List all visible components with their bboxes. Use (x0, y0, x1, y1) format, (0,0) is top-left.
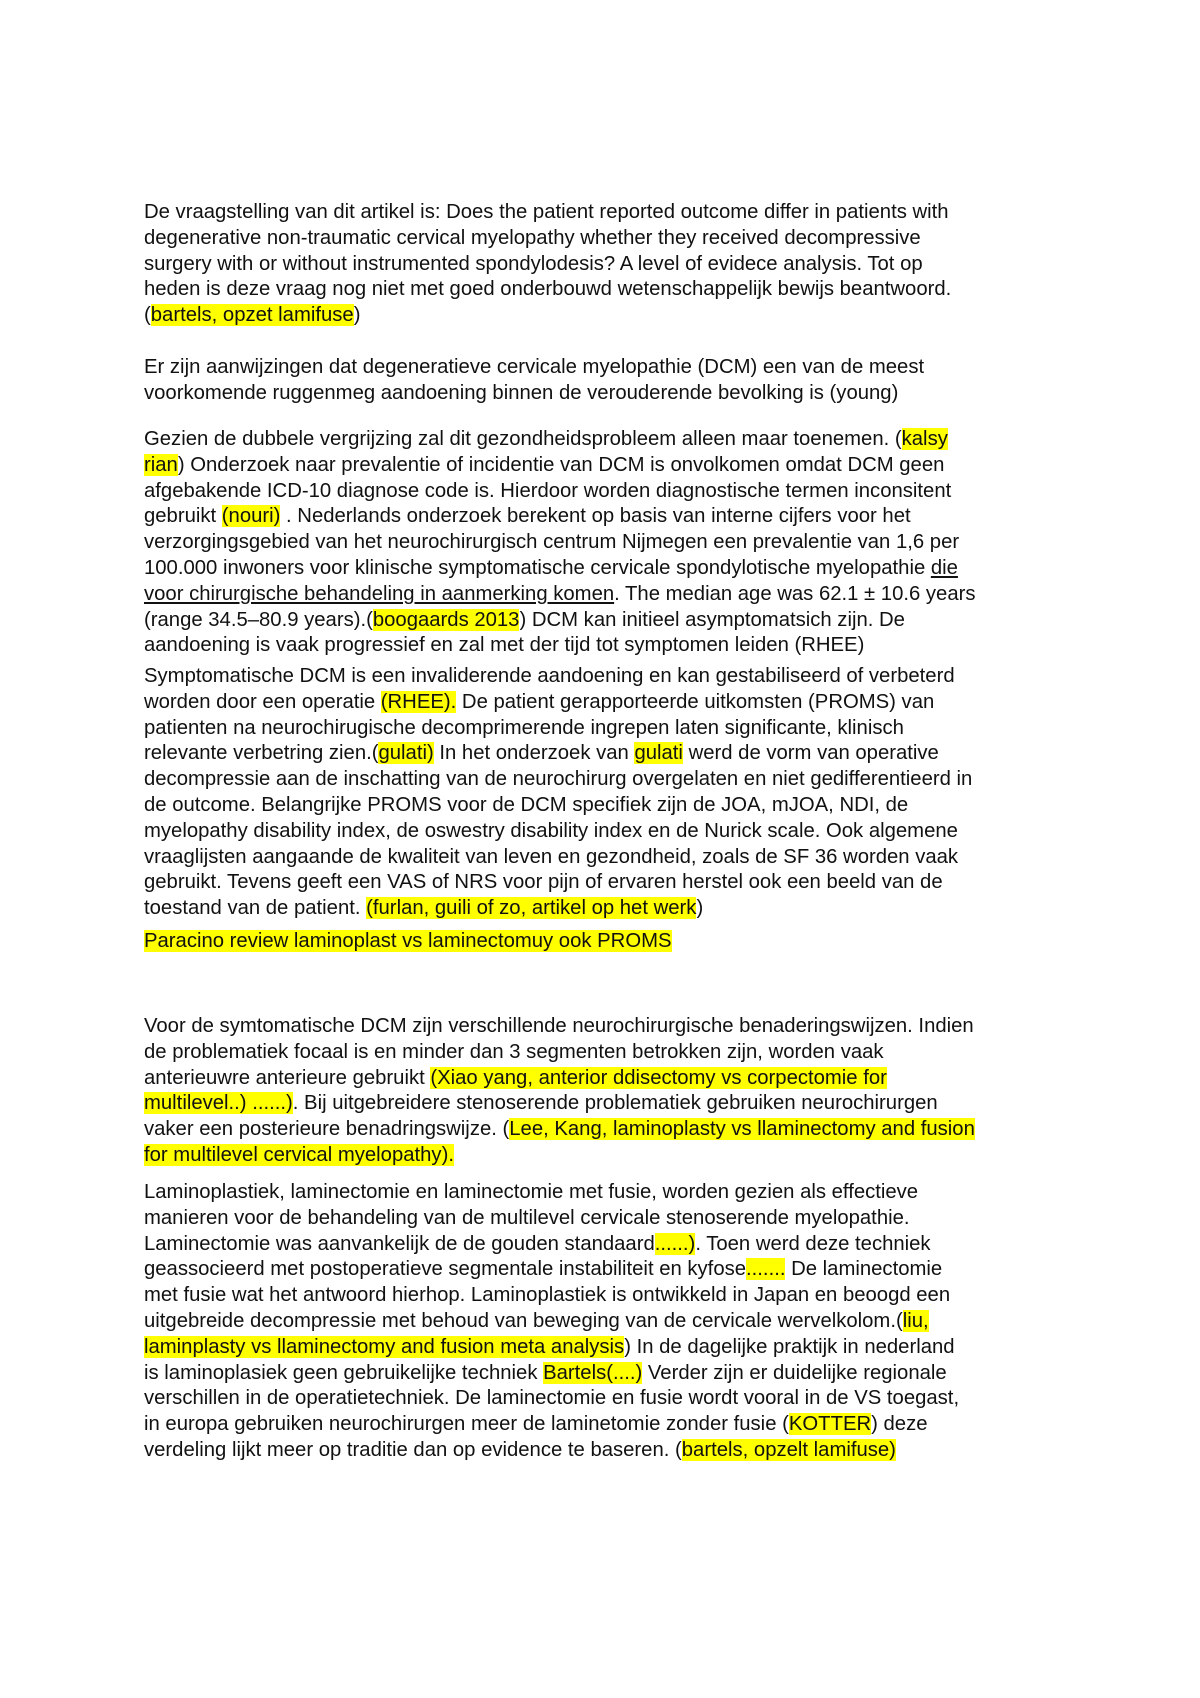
text-line (144, 479, 976, 505)
text-run: de outcome. Belangrijke PROMS voor de DCM specifiek zijn de JOA, mJOA, NDI, de (144, 793, 909, 816)
text-run: vraaglijsten aangaande de kwaliteit van leven en gezondheid, zoals de SF 36 worden vaak (144, 845, 959, 868)
text-run: decompressie aan de inschatting van de neurochirurg overgelaten en niet gedifferentieerd in (144, 768, 973, 791)
text-run: myelopathy disability index, de oswestry disability index en de Nurick scale. Ook algemene (144, 819, 958, 842)
text-run: geassocieerd met postoperatieve segmentale instabiliteit en kyfose (144, 1258, 747, 1281)
text-line (144, 870, 972, 896)
highlighted-citation: boogaards 2013 (372, 608, 520, 631)
text-line (144, 1412, 959, 1438)
text-run: manieren voor de behandeling van de multilevel cervicale stenoserende myelopathie. (144, 1206, 910, 1229)
highlighted-citation: Lee, Kang, laminoplasty vs llaminectomy and fusion (509, 1118, 975, 1141)
text-run: surgery with or without instrumented spondylodesis? A level of evidece analysis. Tot op (144, 252, 923, 275)
paragraph-paracino-note (144, 929, 672, 955)
text-run: toestand van de patient. (144, 897, 367, 920)
text-run: De patient gerapporteerde uitkomsten (PROMS) van (456, 690, 935, 713)
text-line (144, 741, 972, 767)
highlighted-citation: gulati) (378, 742, 434, 765)
highlighted-citation: laminplasty vs llaminectomy and fusion meta analysis (144, 1335, 625, 1358)
text-run: De vraagstelling van dit artikel is: Does the patient reported outcome differ in patients with (144, 201, 949, 223)
highlighted-citation: kalsy (901, 428, 948, 450)
text-line (144, 226, 951, 252)
text-line (144, 1257, 959, 1283)
text-run: ) DCM kan initieel asymptomatsich zijn. De (519, 608, 905, 631)
text-run: Er zijn aanwijzingen dat degeneratieve cervicale myelopathie (DCM) een van de meest (144, 356, 925, 378)
underlined-text: die (930, 556, 958, 579)
text-run: in europa gebruiken neurochirurgen meer de laminetomie zonder fusie ( (144, 1413, 789, 1436)
text-run: aandoening is vaak progressief en zal met der tijd tot symptomen leiden (RHEE) (144, 634, 865, 657)
highlighted-citation: (furlan, guili of zo, artikel op het werk (366, 897, 697, 920)
text-run: . Nederlands onderzoek berekent op basis van interne cijfers voor het (280, 505, 911, 528)
text-line (144, 1143, 975, 1169)
text-run: is laminoplasiek geen gebruikelijke techniek (144, 1361, 544, 1384)
highlighted-citation: Bartels(....) (543, 1361, 643, 1384)
highlighted-citation: Paracino review laminoplast vs laminectomuy ook PROMS (144, 930, 672, 952)
text-line (144, 1361, 959, 1387)
text-line (144, 929, 672, 955)
text-line (144, 1180, 959, 1206)
paragraph-dcm-prevalence-intro (144, 355, 924, 407)
text-run: Gezien de dubbele vergrijzing zal dit gezondheidsprobleem alleen maar toenemen. ( (144, 428, 902, 450)
text-run: ) Onderzoek naar prevalentie of incidentie van DCM is onvolkomen omdat DCM geen (177, 453, 945, 476)
text-run: Laminoplastiek, laminectomie en laminectomie met fusie, worden gezien als effectieve (144, 1181, 919, 1203)
text-line (144, 303, 951, 329)
text-line (144, 277, 951, 303)
highlighted-citation: liu, (902, 1309, 929, 1332)
text-run: ( (144, 304, 151, 327)
text-run: Symptomatische DCM is een invaliderende aandoening en kan gestabiliseerd of verbeterd (144, 665, 955, 687)
text-run: Verder zijn er duidelijke regionale (642, 1361, 947, 1384)
text-run: (range 34.5–80.9 years).( (144, 608, 373, 631)
text-line (144, 427, 976, 453)
text-run: heden is deze vraag nog niet met goed onderbouwd wetenschappelijk bewijs beantwoord. (144, 278, 952, 301)
paragraph-surgical-approaches (144, 1014, 975, 1169)
text-run: ) (696, 897, 704, 920)
text-run: gebruikt (144, 505, 222, 528)
text-run: uitgebreide decompressie met behoud van beweging van de cervicale wervelkolom.( (144, 1309, 903, 1332)
text-line (144, 1232, 959, 1258)
text-line (144, 1206, 959, 1232)
text-run: . Bij uitgebreidere stenoserende problematiek gebruiken neurochirurgen (292, 1092, 938, 1115)
text-line (144, 1438, 959, 1464)
text-run: verzorgingsgebied van het neurochirurgisch centrum Nijmegen een prevalentie van 1,6 per (144, 531, 960, 554)
text-run: patienten na neurochirugische decomprimerende ingrepen laten significante, klinisch (144, 716, 904, 739)
text-line (144, 252, 951, 278)
text-run: relevante verbetring zien.( (144, 742, 379, 765)
text-run: afgebakende ICD-10 diagnose code is. Hierdoor worden diagnostische termen inconsitent (144, 479, 952, 502)
text-line (144, 504, 976, 530)
highlighted-citation: (RHEE). (380, 690, 457, 713)
paragraph-epidemiology (144, 427, 976, 659)
text-run: werd de vorm van operative (682, 742, 939, 765)
highlighted-citation: rian (144, 453, 178, 476)
text-line (144, 767, 972, 793)
highlighted-citation: KOTTER (788, 1413, 872, 1436)
text-run: anterieuwre anterieure gebruikt (144, 1066, 431, 1089)
text-run: ) deze (871, 1413, 928, 1436)
text-line (144, 200, 951, 226)
text-run: Voor de symtomatische DCM zijn verschillende neurochirurgische benaderingswijzen. Indien (144, 1015, 974, 1037)
text-line (144, 1283, 959, 1309)
highlighted-citation: for multilevel cervical myelopathy). (144, 1143, 454, 1166)
text-run: degenerative non-traumatic cervical myelopathy whether they received decompressive (144, 226, 921, 249)
text-line (144, 819, 972, 845)
text-line (144, 453, 976, 479)
text-line (144, 1040, 975, 1066)
text-run: vaker een posterieure benadringswijze. ( (144, 1118, 510, 1141)
text-line (144, 633, 976, 659)
text-line (144, 556, 976, 582)
highlighted-citation: bartels, opzelt lamifuse) (681, 1438, 896, 1461)
text-line (144, 1386, 959, 1412)
text-run: met fusie wat het antwoord hierhop. Laminoplastiek is ontwikkeld in Japan en beoogd een (144, 1284, 951, 1307)
text-line (144, 1091, 975, 1117)
text-run: . The median age was 62.1 ± 10.6 years (614, 582, 976, 605)
text-line (144, 608, 976, 634)
underlined-text: voor chirurgische behandeling in aanmerking komen (144, 582, 615, 605)
text-run: 100.000 inwoners voor klinische symptomatische cervicale spondylotische myelopathie (144, 556, 931, 579)
highlighted-citation: (Xiao yang, anterior ddisectomy vs corpectomie for (430, 1066, 887, 1089)
text-run: Laminectomie was aanvankelijk de de gouden standaard (144, 1232, 655, 1255)
text-line (144, 582, 976, 608)
text-line (144, 690, 972, 716)
text-line (144, 896, 972, 922)
highlighted-citation: bartels, opzet lamifuse (150, 304, 354, 327)
text-run: voorkomende ruggenmeg aandoening binnen de verouderende bevolking is (young) (144, 381, 899, 404)
text-run: ) (353, 304, 361, 327)
text-run: . Toen werd deze techniek (695, 1232, 931, 1255)
text-line (144, 1014, 975, 1040)
text-run: worden door een operatie (144, 690, 381, 713)
paragraph-laminoplasty (144, 1180, 959, 1464)
paragraph-proms (144, 664, 972, 922)
text-run: ) In de dagelijke praktijk in nederland (624, 1335, 955, 1358)
text-line (144, 381, 924, 407)
highlighted-citation: multilevel..) ......) (144, 1092, 293, 1115)
text-line (144, 1066, 975, 1092)
text-line (144, 793, 972, 819)
highlighted-citation: (nouri) (221, 505, 281, 528)
highlighted-citation: gulati (634, 742, 683, 765)
text-line (144, 664, 972, 690)
text-line (144, 716, 972, 742)
text-run: gebruikt. Tevens geeft een VAS of NRS voor pijn of ervaren herstel ook een beeld van de (144, 871, 943, 894)
text-run: De laminectomie (785, 1258, 943, 1281)
text-line (144, 530, 976, 556)
text-line (144, 845, 972, 871)
text-run: verschillen in de operatietechniek. De laminectomie en fusie wordt vooral in de VS toegast, (144, 1387, 960, 1410)
paragraph-research-question (144, 200, 951, 329)
highlighted-citation: ......) (654, 1232, 696, 1255)
text-line (144, 1335, 959, 1361)
text-run: verdeling lijkt meer op traditie dan op evidence te baseren. ( (144, 1438, 682, 1461)
text-run: de problematiek focaal is en minder dan 3 segmenten betrokken zijn, worden vaak (144, 1040, 884, 1063)
text-line (144, 1309, 959, 1335)
text-line (144, 1117, 975, 1143)
text-run: In het onderzoek van (433, 742, 635, 765)
text-line (144, 355, 924, 381)
highlighted-citation: ....... (746, 1258, 786, 1281)
